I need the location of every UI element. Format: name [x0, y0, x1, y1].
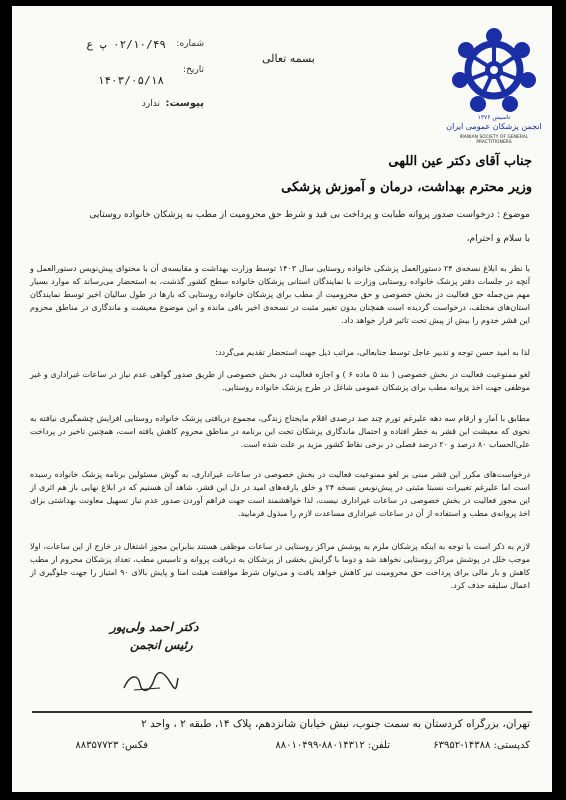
- subject-line: موضوع : درخواست صدور پروانه طبابت و پرداخت بی قید و شرط حق محرومیت از مطب به پزشکان خانواده روستایی: [89, 210, 530, 220]
- recipient-title: وزیر محترم بهداشت، درمان و آموزش پزشکی: [281, 180, 532, 195]
- body-paragraph-intro: با نظر به ابلاغ نسخه‌ی ۲۴ دستورالعمل پزشکی خانواده روستایی سال ۱۴۰۳ توسط وزارت بهداشت و مقایسه‌ی آن با محتوای پیش‌نویس دستورالعمل و آنچه در جلسات دفتر پزشک خانواده روستایی وزارت با نمایندگان استانی پزشکان خانواده سطح کشور گذشت، به استحضار می‌رساند که موارد بسیار مهم من‌جمله حق فعالیت در بخش خصوصی و حق محرومیت از مطب برای پزشکان خانواده روستایی که بارها در طول سالیان اخیر توسط نمایندگان استان‌های مختلف، درخواست گردیده است همچنان بدون تغییر مثبت در نسخه‌ی اخیر باقی مانده و این موضوع معیشت و ماندگاری در مناطق محروم این قشر خدوم را بیش از پیش تحت تاثیر قرار خواهد داد.: [30, 264, 531, 325]
- signatory-title: رئیس انجمن: [130, 638, 193, 652]
- body-paragraph-closing: لازم به ذکر است با توجه به اینکه پزشکان ملزم به پوشش مراکز روستایی در ساعات موظفی هستند بنابراین مجوز اشتغال در خارج از این ساعات، اولا موجب خلل در پوشش مراکز روستایی نخواهد شد و دوما با گرایش بخشی از پزشکان به دریافت پروانه و تاسیس مطب، تعداد پزشکان محروم از مطب کاهش و بار مالی برای پرداخت حق محرومیت نیز کاهش خواهد یافت و می‌توان شرط موافقت هیئت امنا و پایش بالای ۹۰ امتیاز را جهت جلوگیری از اعمال سلیقه حذف کرد.: [30, 542, 530, 590]
- letter-sheet: [12, 6, 552, 792]
- body-paragraph-item-2: مطابق با آمار و ارقام سه دهه علیرغم تورم چند صد درصدی اقلام مایحتاج زندگی، مجموع دریافتی پزشک خانواده روستایی افزایش چشمگیری نیافته به نحوی که معیشت این قشر به خطر افتاده و احتمال ماندگاری پزشکان تحت این برنامه در مناطق محروم کاهش یافته است، همچنین تاخیر در پرداخت علی‌الحساب ۸۰ درصد و ۲۰ درصد فصلی در برخی نقاط کشور مزید بر علت شده است.: [30, 414, 530, 449]
- letter-date-row: [74, 64, 204, 87]
- recipient-name: جناب آقای دکتر عین اللهی: [388, 154, 532, 169]
- date-value: ۱۴۰۳/۰۵/۱۸: [97, 74, 164, 87]
- footer-address: تهران، بزرگراه کردستان به سمت جنوب، نبش خیابان شانزدهم، پلاک ۱۴، طبقه ۲ ، واحد ۲: [141, 718, 530, 730]
- body-paragraph-item-1: لغو ممنوعیت فعالیت در بخش خصوصی ( بند ۵ ماده ۶ ) و اجازه فعالیت در بخش خصوصی از طریق صدور گواهی عدم نیاز در ساعات غیراداری و غیر موظفی جهت اخذ پروانه مطب برای پزشکان عمومی شاغل در طرح پزشک خانواده روستایی.: [30, 370, 531, 392]
- letter-number-row: [74, 38, 204, 52]
- org-name-fa: انجمن پزشکان عمومی ایران: [446, 122, 542, 131]
- attachment-label: پیوست:: [165, 98, 204, 109]
- footer-fax: فکس: ۸۸۳۵۷۷۲۳: [75, 740, 148, 751]
- handwritten-signature: [120, 666, 180, 696]
- signatory-name: دکتر احمد ولی‌پور: [110, 620, 199, 634]
- bismillah-heading: بسمه تعالی: [262, 52, 315, 65]
- body-paragraph-request: لذا به امید حسن توجه و تدبیر عاجل توسط جنابعالی، مراتب ذیل جهت استحضار تقدیم می‌گردد:: [215, 348, 530, 357]
- org-name-en: IRANIAN SOCIETY OF GENERAL PRACTITIONERS: [459, 135, 529, 145]
- greeting: با سلام و احترام،: [466, 234, 530, 244]
- number-label: شماره:: [176, 39, 204, 49]
- date-label: تاریخ:: [183, 65, 204, 75]
- org-logo: [444, 28, 544, 148]
- footer-phone: تلفن: ۸۸۰۱۴۳۱۲-۸۸۰۱۰۴۹۹: [275, 740, 390, 751]
- footer-postal: کدپستی: ۱۴۳۸۸-۶۳۹۵۲: [433, 740, 530, 751]
- org-logo-emblem: [444, 28, 544, 118]
- attachment-row: [74, 98, 204, 112]
- attachment-value: ندارد: [141, 99, 160, 109]
- footer-divider: [32, 711, 532, 713]
- body-paragraph-item-3: درخواست‌های مکرر این قشر مبنی بر لغو ممنوعیت فعالیت در بخش خصوصی در ساعات غیراداری، به گوش مسئولین برنامه پزشک خانواده رسیده است اما علیرغم تغییرات نسبتا مثبتی در پیش‌نویس نسخه ۲۴ و خلق بارقه‌های امید در دل این قشر، شاهد آن هستیم که در ابلاغ نهایی باز هم اثری از این مجوز فعالیت در بخش خصوصی در ساعات غیراداری نیست، لذا خواهشمند است جهت فراهم آوردن صدور عدم نیاز تسهیل معاونت بهداشتی برای اخذ پروانه‌ی مطب و استفاده از آن در ساعات غیراداری مساعدت لازم را مبذول فرمایید.: [30, 470, 530, 518]
- number-value: ۰۲/۱۰/۴۹ پ ع: [86, 38, 166, 51]
- founded-label: تاسیس ۱۳۷۶: [477, 114, 511, 121]
